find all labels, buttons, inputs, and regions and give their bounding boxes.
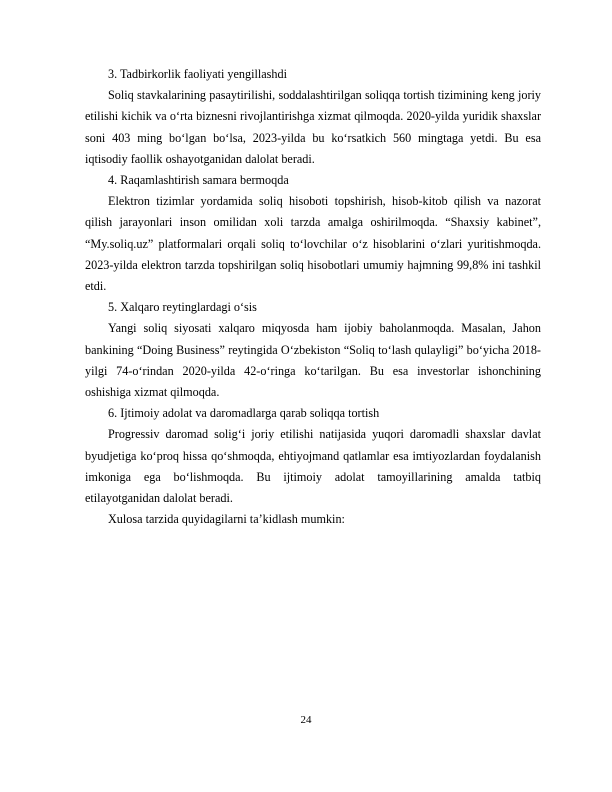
- section-heading-3: 3. Tadbirkorlik faoliyati yengillashdi: [108, 67, 287, 81]
- section-body-5: Yangi soliq siyosati xalqaro miqyosda ham ijobiy baholanmoqda. Masalan, Jahon bankining “Doing Business” reytingida O‘zbekiston “Soliq to‘lash qulayligi” bo‘yicha 2018-yilgi 74-o‘rindan 2020-yilda 42-o‘ringa ko‘tarilgan. Bu esa investorlar ishonchining oshishiga xizmat qilmoqda.: [85, 321, 541, 400]
- section-body-6: Progressiv daromad solig‘i joriy etilishi natijasida yuqori daromadli shaxslar davlat byudjetiga ko‘proq hissa qo‘shmoqda, ehtiyojmand qatlamlar esa imtiyozlardan foydalanish imkoniga ega bo‘lishmoqda. Bu ijtimoiy adolat tamoyillarining amalda tatbiq etilayotganidan dalolat beradi.: [85, 427, 541, 506]
- section-heading-4: 4. Raqamlashtirish samara bermoqda: [108, 173, 289, 188]
- section-body-4: Elektron tizimlar yordamida soliq hisoboti topshirish, hisob-kitob qilish va nazorat qilish jarayonlari inson omilidan xoli tarzda amalga oshirilmoqda. “Shaxsiy kabinet”, “My.soliq.uz” platformalari orqali soliq to‘lovchilar o‘z hisoblarini o‘zlari yuritishmoqda. 2023-yilda elektron tarzda topshirilgan soliq hisobotlari umumiy hajmning 99,8% ini tashkil etdi.: [85, 194, 541, 294]
- conclusion-line: Xulosa tarzida quyidagilarni ta’kidlash mumkin:: [108, 512, 345, 527]
- section-heading-6: 6. Ijtimoiy adolat va daromadlarga qarab soliqqa tortish: [108, 406, 380, 421]
- page-number: 24: [300, 714, 312, 726]
- section-heading-5: 5. Xalqaro reytinglardagi o‘sis: [108, 300, 257, 315]
- document-page: [85, 64, 541, 530]
- section-body-3: Soliq stavkalarining pasaytirilishi, soddalashtirilgan soliqqa tortish tizimining keng joriy etilishi kichik va o‘rta biznesni rivojlantirishga xizmat qilmoqda. 2020-yilda yuridik shaxslar soni 403 ming bo‘lgan bo‘lsa, 2023-yilda bu ko‘rsatkich 560 mingtaga yetdi. Bu esa iqtisodiy faollik oshayotganidan dalolat beradi.: [85, 88, 541, 166]
